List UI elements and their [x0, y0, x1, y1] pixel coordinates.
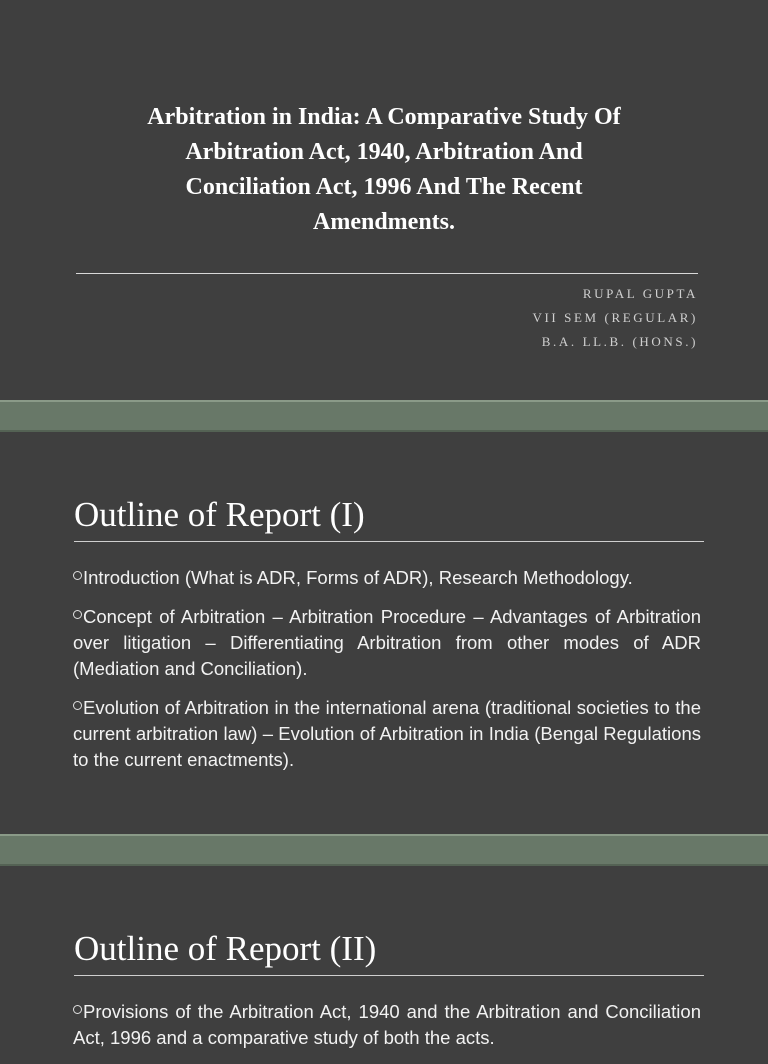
- author-degree: B.A. LL.B. (HONS.): [541, 334, 698, 349]
- heading-divider: [74, 975, 704, 976]
- outline-slide-one: [0, 432, 768, 834]
- list-item: [73, 695, 701, 773]
- bullet-text: Evolution of Arbitration in the international arena (traditional societies to the current arbitration law) – Evolution of Arbitration in India (Bengal Regulations to the current enactments).: [73, 697, 701, 770]
- circle-bullet-icon: [73, 701, 82, 710]
- title-line: Amendments.: [313, 209, 455, 235]
- author-semester: VII SEM (REGULAR): [532, 310, 698, 325]
- heading-divider: [74, 541, 704, 542]
- author-info: [532, 282, 698, 354]
- slide-separator: [0, 834, 768, 866]
- bullet-text: Concept of Arbitration – Arbitration Procedure – Advantages of Arbitration over litigation – Differentiating Arbitration from other modes of ADR (Mediation and Conciliation).: [73, 606, 701, 679]
- bullet-list: [73, 565, 701, 786]
- bullet-list: [73, 999, 701, 1064]
- title-line: Conciliation Act, 1996 And The Recent: [185, 174, 583, 200]
- author-name: RUPAL GUPTA: [582, 286, 698, 301]
- title-divider: [76, 273, 698, 274]
- circle-bullet-icon: [73, 1005, 82, 1014]
- circle-bullet-icon: [73, 571, 82, 580]
- list-item: [73, 565, 701, 591]
- presentation-title: [90, 100, 678, 240]
- list-item: [73, 999, 701, 1051]
- bullet-text: Introduction (What is ADR, Forms of ADR), Research Methodology.: [83, 567, 633, 588]
- circle-bullet-icon: [73, 610, 82, 619]
- title-line: Arbitration Act, 1940, Arbitration And: [185, 139, 583, 165]
- title-line: Arbitration in India: A Comparative Study Of: [147, 104, 621, 130]
- slide-separator: [0, 400, 768, 432]
- title-slide: [0, 0, 768, 400]
- slide-heading: Outline of Report (I): [74, 495, 365, 534]
- list-item: [73, 604, 701, 682]
- outline-slide-two: [0, 866, 768, 1048]
- slide-heading: Outline of Report (II): [74, 929, 377, 968]
- bullet-text: Provisions of the Arbitration Act, 1940 and the Arbitration and Conciliation Act, 1996 and a comparative study of both the acts.: [73, 1001, 701, 1048]
